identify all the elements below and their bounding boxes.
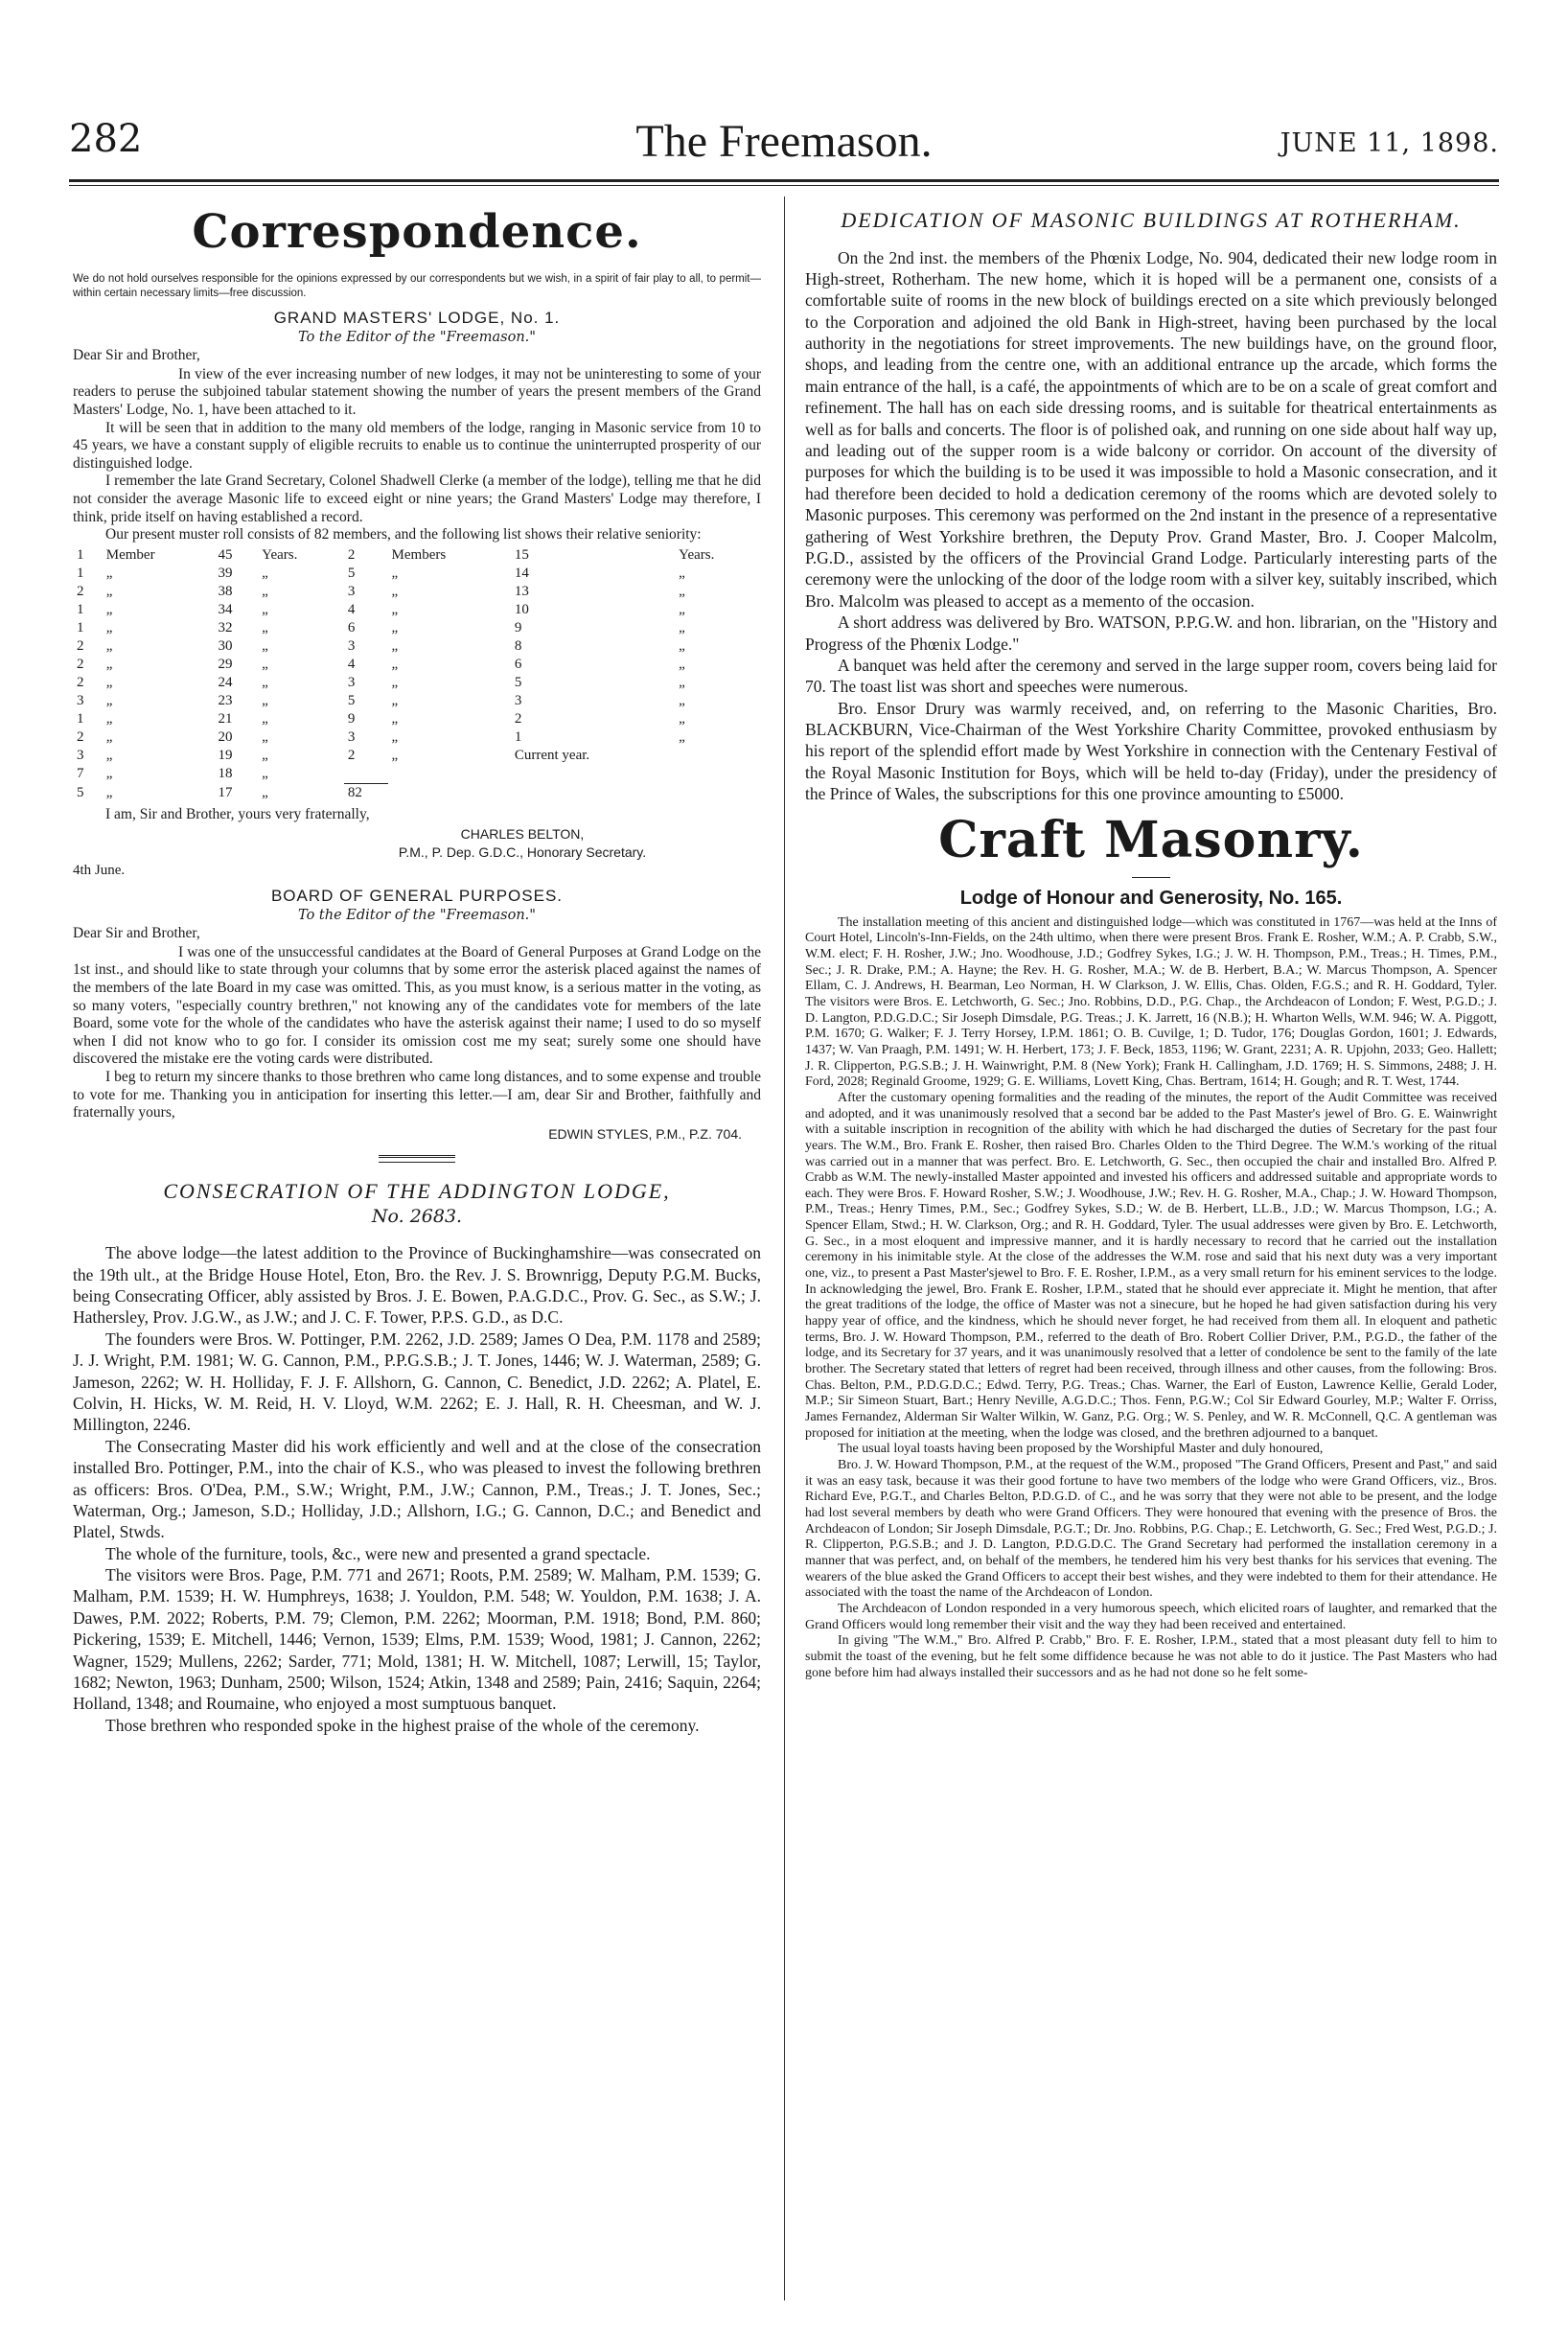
seniority-cell: „ <box>391 565 399 581</box>
header-rule <box>69 179 1499 182</box>
seniority-cell: „ <box>262 674 268 690</box>
section-separator <box>379 1155 455 1163</box>
header-rule-thin <box>69 185 1499 186</box>
seniority-cell: 5 <box>347 565 356 581</box>
seniority-cell: 3 <box>347 637 356 654</box>
seniority-cell: 32 <box>218 619 233 635</box>
left-column <box>73 201 761 2300</box>
seniority-cell: 1 <box>77 546 84 563</box>
seniority-cell: 10 <box>514 601 529 617</box>
craft-masonry-title: Craft Masonry. <box>938 810 1364 869</box>
seniority-cell: „ <box>391 656 399 672</box>
seniority-cell: „ <box>105 692 113 708</box>
seniority-cell: „ <box>391 728 399 745</box>
seniority-cell: „ <box>679 692 685 708</box>
letter2-signer: EDWIN STYLES, P.M., P.Z. 704. <box>548 1125 742 1142</box>
addington-paragraph: The above lodge—the latest addition to the Province of Buckinghamshire—was consecrated on the 19th ult., at the Bridge House Hotel, Eton, Bro. the Rev. J. S. Brownrigg, Deputy P.G.M. Bucks, being Consecrating Officer, ably assisted by Bros. J. E. Bowen, P.A.G.D.C., Prov. G. Sec., as S.W.; J. Hathersley, Prov. J.G.W., as J.W.; and J. C. F. Tower, P.P.S. G.D., as D.C. <box>73 1243 761 1328</box>
seniority-cell: „ <box>105 583 113 599</box>
seniority-cell: 3 <box>347 674 356 690</box>
seniority-row <box>73 728 761 747</box>
seniority-cell: 2 <box>77 728 84 745</box>
lodge-heading: Lodge of Honour and Generosity, No. 165. <box>959 887 1343 909</box>
seniority-cell: 18 <box>218 766 233 782</box>
page-number: 282 <box>69 117 143 161</box>
seniority-row <box>73 656 761 674</box>
seniority-cell: „ <box>391 692 399 708</box>
seniority-row <box>73 601 761 619</box>
letter1-salutation: Dear Sir and Brother, <box>73 346 200 363</box>
seniority-cell: Members <box>391 546 447 563</box>
seniority-cell: „ <box>679 728 685 745</box>
letter2-to-editor: To the Editor of the "Freemason." <box>298 907 536 923</box>
seniority-cell: 15 <box>514 546 529 563</box>
seniority-cell: „ <box>262 583 268 599</box>
seniority-cell: 17 <box>218 784 233 800</box>
craft-paragraph: Bro. J. W. Howard Thompson, P.M., at the request of the W.M., proposed "The Grand Officers, Present and Past," and said it was an easy task, because it was their good fortune to have two members of the lodge who were Grand Officers, viz., Bros. Richard Eve, P.G.T., and Charles Belton, P.D.G.D. of C., and he was sorry that they were not able to be present, and the lodge had lost several members by death who were Grand Officers. They were honoured that evening with the presence of Bros. the Archdeacon of London; Sir Joseph Dimsdale, P.G.T.; Dr. Jno. Robbins, P.G. Chap.; E. Letchworth, G. Sec.; Fred West, P.G.D.; J. R. Clipperton, P.G.S.B.; and J. D. Langton, P.D.G.D.C. The Grand Secretary had performed the installation ceremony in a manner that was perfect, and, on behalf of the members, he tendered him his very best thanks for his services that evening. The wearers of the blue asked the Grand Officers to accept their best wishes, and they were indebted to them for their attendance. He associated with the toast the name of the Archdeacon of London. <box>805 1457 1497 1601</box>
seniority-cell: 5 <box>514 674 522 690</box>
seniority-cell: „ <box>105 565 113 581</box>
letter2-heading: BOARD OF GENERAL PURPOSES. <box>270 886 564 905</box>
addington-title: CONSECRATION OF THE ADDINGTON LODGE, <box>163 1178 671 1203</box>
seniority-cell: Years. <box>679 546 715 563</box>
addington-paragraph: The Consecrating Master did his work efficiently and well and at the close of the consecration installed Bro. Pottinger, P.M., into the chair of K.S., who was pleased to invest the following brethren as officers: Bros. O'Dea, P.M., S.W.; Wright, P.M., J.W.; Cannon, P.M., Treas.; J. T. Jones, Sec.; Waterman, Org.; Jameson, S.D.; Holliday, J.D.; Allshorn, I.G.; G. Cannon, D.C.; and Benedict and Platel, Stwds. <box>73 1436 761 1542</box>
rotherham-paragraph: A banquet was held after the ceremony and served in the large supper room, covers being laid for 70. The toast list was short and speeches were numerous. <box>805 655 1497 697</box>
seniority-cell: 82 <box>344 783 388 802</box>
seniority-cell <box>344 765 388 784</box>
seniority-cell: „ <box>679 601 685 617</box>
letter1-signer-title: P.M., P. Dep. G.D.C., Honorary Secretary. <box>398 843 647 860</box>
craft-paragraph: The installation meeting of this ancient and distinguished lodge—which was constituted in 1767—was held at the Inns of Court Hotel, Lincoln's-Inn-Fields, on the 24th ultimo, when there were present Bros. Frank E. Rosher, W.M.; A. P. Crabb, S.W., W.M. elect; F. H. Rosher, J.W.; Jno. Woodhouse, J.D.; Godfrey Sykes, I.G.; J. W. H. Thompson, P.M., Treas.; H. Times, P.M., Sec.; J. R. Drake, P.M.; A. Hayne; the Rev. H. G. Rosher, M.A.; W. de B. Herbert, B.A.; W. Marcus Thompson, A. Spencer Ellam, C. J. Andrews, H. Bearman, Leo Norman, H. W Clarkson, J. W. Ellis, Chas. Olden, F.G.S.; and R. H. Goddard, Tyler. The visitors were Bros. E. Letchworth, G. Sec.; Jno. Robbins, D.D., P.G. Chap., the Archdeacon of London; F. West, P.G.D.; J. D. Langton, P.D.G.D.C.; Sir Joseph Dimsdale, P.G. Treas.; J. K. Jarrett, 16 (N.B.); H. Wharton Wells, W.M. 946; W. A. Piggott, P.M. 1670; G. Walker; F. J. Terry Horsey, I.P.M. 1861; O. B. Cuvilge, 1; D. Tudor, 176; Douglas Gordon, 1601; J. Edwards, 1437; W. Van Praagh, P.M. 1491; W. H. Herbert, 173; J. F. Beck, 1853, 1196; W. Grant, 2231; A. R. Upjohn, 2033; Geo. Hallett; J. R. Clipperton, P.G.S.B.; J. H. Wainwright, P.M. 8 (New York); Frank H. Callingham, J.D. 1769; H. S. Simmons, 2488; J. H. Ford, 2028; Reginald Groome, 1929; G. E. Williams, Lovett King, Chas. Bertram, 1614; H. Gough; and R. T. West, 1744. <box>805 914 1497 1090</box>
seniority-cell: „ <box>105 601 113 617</box>
seniority-cell: 6 <box>514 656 522 672</box>
seniority-cell: „ <box>391 619 399 635</box>
seniority-cell: „ <box>679 619 685 635</box>
addington-paragraph: Those brethren who responded spoke in the highest praise of the whole of the ceremony. <box>105 1715 700 1735</box>
seniority-cell: „ <box>262 747 268 763</box>
addington-paragraph: The founders were Bros. W. Pottinger, P.M. 2262, J.D. 2589; James O Dea, P.M. 1178 and 2589; J. J. Wright, P.M. 1981; W. G. Cannon, P.M., P.P.G.S.B.; J. T. Jones, 1446; W. J. Waterman, 2589; G. Jameson, 2262; W. H. Holliday, F. J. F. Allshorn, G. Cannon, C. Benedict, J.D. 2262; A. Platel, E. Colvin, H. Hicks, W. M. Reid, H. V. Lloyd, W.M. 2262; E. J. Hall, R. H. Cheesman, and W. J. Millington, 2246. <box>73 1329 761 1435</box>
seniority-cell: 1 <box>77 565 84 581</box>
seniority-cell: „ <box>679 674 685 690</box>
letter2-salutation: Dear Sir and Brother, <box>73 924 200 941</box>
seniority-cell: 2 <box>347 546 356 563</box>
seniority-cell: 7 <box>77 766 84 782</box>
correspondence-title: Correspondence. <box>192 205 642 259</box>
seniority-cell: 30 <box>218 637 233 654</box>
seniority-cell: „ <box>105 619 113 635</box>
seniority-row <box>73 783 761 802</box>
seniority-cell: „ <box>105 747 113 763</box>
seniority-row <box>73 674 761 692</box>
seniority-cell: „ <box>105 728 113 745</box>
letter1-date: 4th June. <box>73 862 126 878</box>
seniority-cell: „ <box>262 619 268 635</box>
seniority-cell: „ <box>679 637 685 654</box>
seniority-cell: „ <box>679 583 685 599</box>
seniority-cell: Years. <box>262 546 298 563</box>
page-header <box>69 115 1499 173</box>
letter1-closing: I am, Sir and Brother, yours very fraternally, <box>105 805 370 822</box>
seniority-cell: „ <box>391 583 399 599</box>
seniority-cell: 1 <box>514 728 522 745</box>
seniority-cell: 8 <box>514 637 522 654</box>
seniority-cell: 4 <box>347 656 356 672</box>
seniority-row <box>73 565 761 583</box>
seniority-cell: „ <box>391 601 399 617</box>
seniority-cell: 24 <box>218 674 233 690</box>
letter1-paragraph: It will be seen that in addition to the many old members of the lodge, ranging in Masonic service from 10 to 45 years, we have a constant supply of eligible recruits to enable us to continue the uninterrupted prosperity of our distinguished lodge. <box>73 419 761 472</box>
seniority-cell: 39 <box>218 565 233 581</box>
seniority-cell: 1 <box>77 710 84 727</box>
seniority-cell: „ <box>105 637 113 654</box>
seniority-cell <box>388 783 511 802</box>
seniority-cell: 2 <box>514 710 522 727</box>
seniority-cell: 21 <box>218 710 233 727</box>
seniority-cell: „ <box>105 784 113 800</box>
seniority-cell: 2 <box>77 656 84 672</box>
craft-paragraph: After the customary opening formalities and the reading of the minutes, the report of the Audit Committee was received and adopted, and it was unanimously resolved that a second bar be added to the Past Master's jewel of Bro. G. E. Wainwright with a suitable inscription in recognition of the ability with which he had discharged the duties of Secretary for the past four years. The W.M., Bro. Frank E. Rosher, then raised Bro. Charles Olden to the Third Degree. The W.M.'s working of the ritual was carried out in a manner that was perfect. Bro. E. Letchworth, G. Sec., then occupied the chair and installed Bro. Alfred P. Crabb as W.M. The newly-installed Master appointed and invested his officers and addressed suitable and appropriate words to each. They were Bros. F. Howard Rosher, S.W.; J. Woodhouse, J.W.; Rev. H. G. Rosher, M.A., Chap.; J. W. Howard Thompson, P.M., Treas.; Henry Times, P.M., Sec.; Godfrey Sykes, S.D.; W. de B. Herbert, LL.B., J.D.; W. Marcus Thompson, I.G.; A. Spencer Ellam, Stwd.; H. W. Clarkson, Org.; and R. H. Goddard, Tyler. The usual addresses were given by Bro. E. Letchworth, G. Sec., in a most eloquent and impressive manner, and it is hardly necessary to record that he carried out the installation ceremony in his inimitable style. At the close of the addresses the W.M. rose and said that his next duty was a very important one, viz., to present a Past Master'sjewel to Bro. F. E. Rosher, I.P.M., as a very small return for his eminent services to the lodge. In acknowledging the jewel, Bro. Frank E. Rosher, I.P.M., stated that he should ever appreciate it. Might he mention, that after the great traditions of the lodge, the office of Master was not a sinecure, but he hoped he had given satisfaction during his very happy year of office, and the kindness, which he should never forget, he had received from them all. In eloquent and pathetic terms, Bro. J. W. Howard Thompson, P.M., referred to the death of Bro. Robert Collier Driver, P.M., P.G.D., the father of the lodge, and its Secretary for 37 years, and it was unanimously resolved that a letter of condolence be sent to the family of the late brother. The Secretary stated that letters of regret had been received, through illness and other causes, from the following: Bros. Chas. Belton, P.M., P.D.G.D.C.; Edwd. Terry, P.G. Treas.; Chas. Warner, the Earl of Euston, Lawrence Kellie, Gerald Loder, M.P.; Sir Simeon Stuart, Bart.; Henry Neville, A.G.D.C.; Thos. Fenn, P.G.W.; Col Sir Edward Gourley, M.P.; Walter F. Orriss, James Fernandez, Alderman Sir Walter Wilkin, W. Ganz, P.G. Org.; W. S. Penley, and W. R. McConnell, Q.C. A gentleman was proposed for initiation at the meeting, when the lodge was closed, and the brethren adjourned to a banquet. <box>805 1090 1497 1441</box>
seniority-cell: 4 <box>347 601 356 617</box>
seniority-cell: 5 <box>347 692 356 708</box>
seniority-row <box>73 710 761 728</box>
seniority-cell: 1 <box>77 601 84 617</box>
seniority-cell <box>675 747 761 765</box>
seniority-cell: 3 <box>77 747 84 763</box>
letter1-heading: GRAND MASTERS' LODGE, No. 1. <box>273 308 561 327</box>
seniority-cell: „ <box>262 692 268 708</box>
seniority-cell: „ <box>262 710 268 727</box>
seniority-cell: „ <box>262 728 268 745</box>
seniority-row <box>73 619 761 637</box>
seniority-cell: 2 <box>77 583 84 599</box>
seniority-cell: 1 <box>77 619 84 635</box>
seniority-cell: Current year. <box>514 747 590 763</box>
rotherham-title: DEDICATION OF MASONIC BUILDINGS AT ROTHERHAM. <box>841 208 1462 232</box>
seniority-cell: „ <box>391 747 399 763</box>
issue-date: JUNE 11, 1898. <box>1280 128 1499 158</box>
seniority-cell: 23 <box>218 692 233 708</box>
seniority-cell: 20 <box>218 728 233 745</box>
craft-paragraph: In giving "The W.M.," Bro. Alfred P. Crabb," Bro. F. E. Rosher, I.P.M., stated that a most pleasant duty fell to him to submit the toast of the evening, but he felt some diffidence because he was not able to do it justice. The Past Masters who had gone before him had always installed their successors and as he had not done so he felt some- <box>805 1633 1497 1680</box>
right-column <box>805 201 1497 2300</box>
seniority-row <box>73 637 761 656</box>
seniority-cell <box>675 783 761 802</box>
seniority-cell: 2 <box>347 747 356 763</box>
addington-subtitle: No. 2683. <box>371 1206 463 1228</box>
seniority-cell: 3 <box>77 692 84 708</box>
addington-paragraph: The whole of the furniture, tools, &c., were new and presented a grand spectacle. <box>105 1543 651 1563</box>
letter2-paragraph: I was one of the unsuccessful candidates at the Board of General Purposes at Grand Lodge on the 1st inst., and should like to state through your columns that by some error the asterisk placed against the names of the members of the late Board in my case was omitted. This, as you must know, is a serious matter in the voting, as so many voters, "especially country brethren," not knowing any of the candidates vote for members of the late Board, some vote for the whole of the candidates who have the asterisk against their name; I used to do so myself when I did not know who to go for. I consider its omission cost me my seat; surely some one should have discovered the mistake ere the voting cards were distributed. <box>73 943 761 1068</box>
seniority-cell: 2 <box>77 674 84 690</box>
rotherham-paragraph: On the 2nd inst. the members of the Phœnix Lodge, No. 904, dedicated their new lodge room in High-street, Rotherham. The new home, which it is hoped will be a permanent one, consists of a comfortable suite of rooms in the new block of buildings erected on a site which previously belonged to the Corporation and adjoined the old Bank in High-street, having been purchased by the local authority in the negotiations for street improvements. The new buildings have, on the ground floor, shops, and leading from the centre one, with an additional entrance up the arcade, which forms the main entrance of the hall, is a café, the appointments of which are to be on a scale of great comfort and refinement. The hall has on each side dressing rooms, and is suitable for theatrical entertainments as well as for balls and concerts. The floor is of polished oak, and running on one side about half way up, and leading out of the supper room is a wide balcony or corridor. On account of the diversity of purposes for which the building is to be used it was impossible to hold a Masonic consecration, and it had therefore been decided to hold a dedication ceremony of the rooms which are devoted solely to Masonic purposes. This ceremony was performed on the 2nd instant in the presence of a representative gathering of West Yorkshire brethren, the Deputy Prov. Grand Master, Bro. J. Cooper Malcolm, P.G.D., assisted by the officers of the Provincial Grand Lodge. Particularly interesting parts of the ceremony were the unlocking of the door of the lodge room with a silver key, suitably inscribed, which Bro. Malcolm was pleased to accept as a memento of the occasion. <box>805 247 1497 611</box>
seniority-cell: Member <box>105 546 155 563</box>
seniority-cell: „ <box>262 601 268 617</box>
seniority-cell: „ <box>679 656 685 672</box>
rotherham-paragraph: A short address was delivered by Bro. WATSON, P.P.G.W. and hon. librarian, on the "History and Progress of the Phœnix Lodge." <box>805 612 1497 654</box>
seniority-cell <box>511 765 675 784</box>
seniority-cell: 13 <box>514 583 529 599</box>
seniority-cell: 2 <box>77 637 84 654</box>
seniority-cell: „ <box>679 710 685 727</box>
seniority-table <box>73 546 761 802</box>
craft-rule <box>1132 877 1170 878</box>
seniority-cell: 9 <box>347 710 356 727</box>
letter1-signer: CHARLES BELTON, <box>460 826 585 843</box>
seniority-cell: „ <box>262 637 268 654</box>
letter1-paragraph: I remember the late Grand Secretary, Colonel Shadwell Clerke (a member of the lodge), telling me that he did not consider the average Masonic life to exceed eight or nine years; the Grand Masters' Lodge may therefore, I think, pride itself on having established a record. <box>73 473 761 525</box>
seniority-cell: „ <box>105 674 113 690</box>
seniority-cell: 34 <box>218 601 233 617</box>
letter1-signature <box>284 825 761 860</box>
addington-paragraph: The visitors were Bros. Page, P.M. 771 and 2671; Roots, P.M. 2589; W. Malham, P.M. 1539; G. Malham, P.M. 1539; H. W. Humphreys, 1638; J. Youldon, P.M. 548; W. Youldon, P.M. 1638; J. A. Dawes, P.M. 2022; Roberts, P.M. 79; Clemon, P.M. 2262; Moorman, P.M. 1918; Bond, P.M. 860; Pickering, 1539; E. Mitchell, 1446; Vernon, 1539; Elms, P.M. 1539; Wood, 1981; J. Cannon, 2262; Wagner, 1529; Mullens, 2262; Sarder, 771; Mold, 1381; H. W. Mitchell, 1087; Lerwill, 15; Taylor, 1682; Newton, 1963; Dunham, 2500; Wilson, 1524; Atkin, 1348 and 2589; Pain, 2416; Saquin, 2264; Holland, 1348; and Roumaine, who enjoyed a most sumptuous banquet. <box>73 1565 761 1714</box>
seniority-cell: 14 <box>514 565 529 581</box>
seniority-cell: 3 <box>347 583 356 599</box>
seniority-cell: 6 <box>347 619 356 635</box>
seniority-row <box>73 692 761 710</box>
seniority-cell: „ <box>391 674 399 690</box>
craft-paragraph: The Archdeacon of London responded in a very humorous speech, which elicited roars of laughter, and remarked that the Grand Officers would long remember their visit and the way they had been received and entertained. <box>805 1601 1497 1632</box>
seniority-cell: „ <box>262 656 268 672</box>
seniority-cell: „ <box>105 656 113 672</box>
seniority-cell: 5 <box>77 784 84 800</box>
newspaper-title: The Freemason. <box>635 116 933 167</box>
seniority-cell <box>388 765 511 784</box>
seniority-cell: „ <box>679 565 685 581</box>
seniority-cell <box>511 783 675 802</box>
seniority-cell: „ <box>391 710 399 727</box>
rotherham-paragraph: Bro. Ensor Drury was warmly received, and, on referring to the Masonic Charities, Bro. BLACKBURN, Vice-Chairman of the West Yorkshire Charity Committee, provoked enthusiasm by his report of the splendid effort made by West Yorkshire in connection with the Centenary Festival of the Royal Masonic Institution for Boys, which will be held to-day (Friday), under the presidency of the Prince of Wales, the subscriptions for this one province amounting to £5000. <box>805 698 1497 804</box>
seniority-cell: „ <box>105 710 113 727</box>
letter1-paragraph: In view of the ever increasing number of new lodges, it may not be uninteresting to some of your readers to peruse the subjoined tabular statement showing the number of years the present members of the Grand Masters' Lodge, No. 1, have been attached to it. <box>73 365 761 419</box>
seniority-cell: „ <box>262 784 268 800</box>
letter1-to-editor: To the Editor of the "Freemason." <box>298 329 536 345</box>
seniority-cell: „ <box>262 766 268 782</box>
seniority-cell: 3 <box>514 692 522 708</box>
letter2-paragraph: I beg to return my sincere thanks to those brethren who came long distances, and to some expense and trouble to vote for me. Thanking you in anticipation for inserting this letter.—I am, dear Sir and Brother, faithfully and fraternally yours, <box>73 1068 761 1121</box>
letter1-paragraph: Our present muster roll consists of 82 members, and the following list shows their relative seniority: <box>105 526 702 543</box>
seniority-row <box>73 583 761 601</box>
correspondence-disclaimer: We do not hold ourselves responsible for the opinions expressed by our correspondents but we wish, in a spirit of fair play to all, to permit—within certain necessary limits—free discussion. <box>73 273 761 299</box>
seniority-row <box>73 546 761 565</box>
seniority-cell: „ <box>105 766 113 782</box>
seniority-row <box>73 747 761 765</box>
column-divider <box>784 196 785 2300</box>
seniority-cell: 9 <box>514 619 522 635</box>
seniority-cell: 45 <box>218 546 233 563</box>
craft-paragraph: The usual loyal toasts having been proposed by the Worshipful Master and duly honoured, <box>838 1442 1324 1457</box>
seniority-cell: 3 <box>347 728 356 745</box>
seniority-cell: 19 <box>218 747 233 763</box>
seniority-cell: 29 <box>218 656 233 672</box>
seniority-row <box>73 765 761 784</box>
seniority-cell: „ <box>391 637 399 654</box>
seniority-cell: 38 <box>218 583 233 599</box>
seniority-cell: „ <box>262 565 268 581</box>
seniority-cell <box>675 765 761 784</box>
